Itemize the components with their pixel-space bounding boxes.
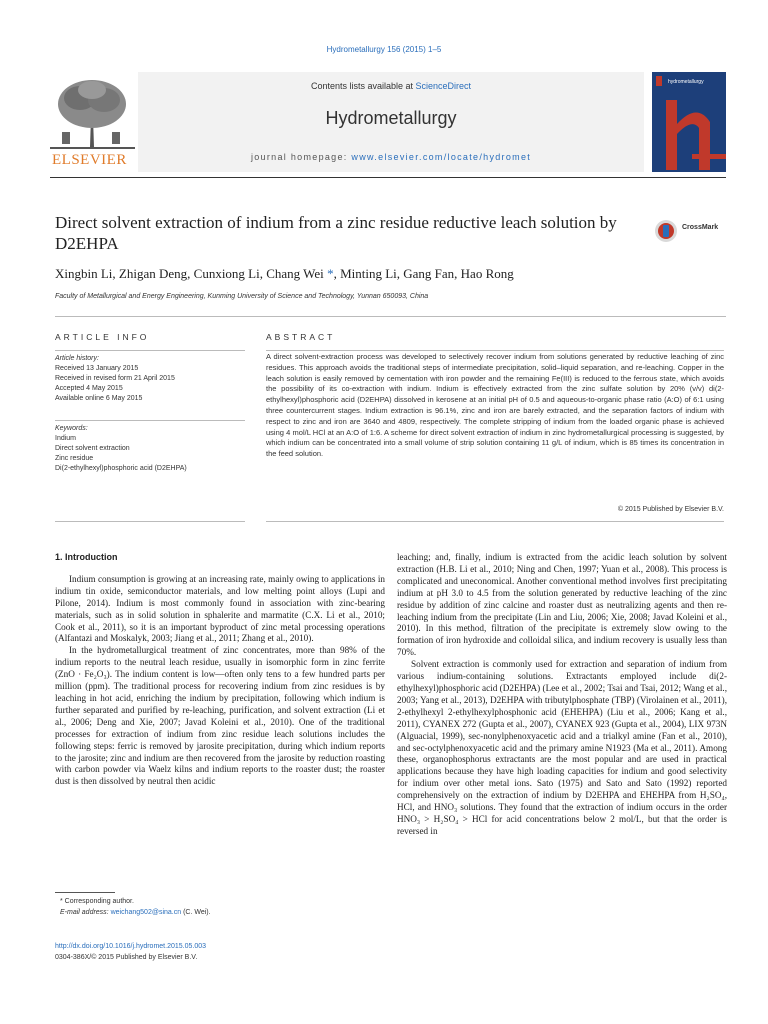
- history-item: Received 13 January 2015: [55, 365, 139, 372]
- info-divider-bottom: [55, 521, 245, 522]
- article-info-divider: [55, 350, 245, 351]
- issn-line: 0304-386X/© 2015 Published by Elsevier B.V.: [55, 954, 198, 961]
- doi-block: [55, 941, 206, 963]
- keyword-item: Zinc residue: [55, 455, 94, 462]
- keyword-item: Direct solvent extraction: [55, 445, 130, 452]
- email-suffix: (C. Wei).: [181, 909, 211, 916]
- body-paragraph: Indium consumption is growing at an increasing rate, mainly owing to applications in indium tin oxide, semiconductor materials, and low melting point alloys (Lupi and Pilone, 2014). Indium is most commonly found in association with zinc-bearing materials, such as in solid solution in sphalerite and marmatite (C.X. Li et al., 2010; Cook et al., 2011), so it is an important byproduct of zinc metal processing operations (Alfantazi and Moskalyk, 2003; Jiang et al., 2011; Zhang et al., 2010).: [55, 573, 385, 644]
- authors-part-2: , Minting Li, Gang Fan, Hao Rong: [333, 266, 514, 281]
- article-info-label: ARTICLE INFO: [55, 332, 150, 342]
- elsevier-wordmark: ELSEVIER: [52, 152, 127, 168]
- affiliation: Faculty of Metallurgical and Energy Engineering, Kunming University of Science and Technology, Yunnan 650093, China: [55, 293, 429, 300]
- journal-header: [50, 72, 726, 172]
- contents-prefix: Contents lists available at: [310, 81, 416, 91]
- section-heading-introduction: 1. Introduction: [55, 552, 118, 562]
- body-column-right: [397, 552, 727, 838]
- email-link[interactable]: weichang502@sina.cn: [110, 909, 182, 916]
- footnote-corresponding: * Corresponding author.: [60, 898, 134, 905]
- elsevier-logo[interactable]: [50, 72, 135, 172]
- abstract-label: ABSTRACT: [266, 332, 336, 342]
- history-item: Available online 6 May 2015: [55, 395, 143, 402]
- email-label: E-mail address:: [60, 909, 111, 916]
- article-title: Direct solvent extraction of indium from a zinc residue reductive leach solution by D2EHPA: [55, 213, 617, 253]
- abstract-divider-bottom: [266, 521, 724, 522]
- journal-title: Hydrometallurgy: [325, 108, 457, 128]
- cover-h-logo-icon: [652, 72, 726, 172]
- journal-reference[interactable]: Hydrometallurgy 156 (2015) 1–5: [326, 45, 442, 54]
- homepage-prefix: journal homepage:: [250, 152, 352, 162]
- body-paragraph: Solvent extraction is commonly used for extraction and separation of indium from various indium-containing solutions. Extractants employed include di(2-ethylhexyl)phosphoric acid (D2EHPA) (Lee et al., 2002; Tsai and Tsai, 2012; Wang et al., 2003; Yang et al., 2013), D2EHPA with tributylphosphate (TBP) (Virolainen et al., 2011), 2-ethylhexyl 2-ethylhexylphosphonic acid (EHEHPA) (Liu et al., 2006; Kang et al., 2011), CYANEX 272 (Gupta et al., 2007), CYANEX 923 (Gupta et al., 2004), LIX 973N (Alguacial, 1999), sec-nonylphenoxyacetic acid and a trialkyl amine (Fan et al., 2010), and sec-octylphenoxyacetic acid and the primary amine N1923 (Ma et al., 2011). Among these, organophosphorus extractants are the most popular and are used in practical applications because they have high loading capacities for indium and good selectivity for indium over other metal ions. Sato (1975) and Sato and Sato (1992) reported comprehensively on the extraction of indium by D2EHPA and EHEHPA from H₂SO₄, HCl, and HNO₃ solutions. They found that the extraction of indium occurs in the order HNO₃ > H₂SO₄ > HCl for acid concentrations below 2 mol/L, but that the order is reversed in: [397, 659, 727, 836]
- corresponding-author-footnote: [60, 896, 211, 918]
- body-column-left: [55, 552, 385, 788]
- keywords: [55, 424, 245, 474]
- sciencedirect-link[interactable]: ScienceDirect: [415, 81, 472, 91]
- abstract-divider-top: [266, 350, 724, 351]
- history-header: Article history:: [55, 355, 99, 362]
- footnote-divider: [55, 892, 115, 893]
- affiliation-divider: [55, 316, 726, 317]
- body-paragraph: In the hydrometallurgical treatment of zinc concentrates, more than 98% of the indium reports to the neutral leach residue, usually in isomorphic form in zinc ferrite (ZnO · Fe₂O₃). The indium content is low—often only tens to a few hundred parts per million (ppm). The traditional process for recovering indium from zinc residues is by leaching in hot acid, enriching the indium by precipitation, following which indium is further separated and purified by re-leaching, purification, and solvent extraction (Li et al., 2006; Deng and Xie, 2007; Javad Koleini et al., 2010). One of the traditional processes for extraction of indium from zinc residue leach solutions includes the following steps: ferric is removed by jarosite precipitation, during which indium reports to the jarosite; zinc and indium are then recovered from the jarosite by reduction roasting with carbon powder via Waelz kilns and indium reports to the roaster dust; the roaster dust is then dissolved by neutral then acidic: [55, 645, 385, 787]
- crossmark-button[interactable]: [654, 219, 726, 241]
- crossmark-icon: [654, 219, 678, 243]
- corresponding-author-star[interactable]: *: [327, 266, 334, 281]
- body-paragraph: leaching; and, finally, indium is extracted from the acidic leach solution by solvent extraction (H.B. Li et al., 2010; Ning and Chen, 1997; Yuan et al., 2008). This process is complicated and uneconomical. Another conventional method involves first precipitating indium at pH 3.0 to 4.5 from the solution generated by reductive leaching of the zinc residue by addition of zinc calcine and roaster dust as neutralizing agents and then re-leaching indium from the precipitate (Lin and Liu, 2006; Xie, 2008; Javad Koleini et al., 2010). In this method, filtration of the precipitate is extremely slow owing to the formation of iron hydroxide and colloidal silica, and indium recovery is usually less than 70%.: [397, 552, 727, 658]
- journal-masthead: [138, 72, 644, 172]
- homepage-link[interactable]: www.elsevier.com/locate/hydromet: [351, 152, 532, 162]
- journal-cover-thumbnail[interactable]: [652, 72, 726, 172]
- author-list: [55, 266, 514, 282]
- keywords-header: Keywords:: [55, 425, 88, 432]
- history-divider: [55, 420, 245, 421]
- doi-link[interactable]: http://dx.doi.org/10.1016/j.hydromet.2015.05.003: [55, 943, 206, 950]
- authors-part-1: Xingbin Li, Zhigan Deng, Cunxiong Li, Chang Wei: [55, 266, 328, 281]
- keyword-item: Indium: [55, 435, 77, 442]
- cover-title: hydrometallurgy: [668, 79, 704, 85]
- history-item: Received in revised form 21 April 2015: [55, 375, 175, 382]
- journal-homepage: [138, 152, 644, 162]
- abstract-copyright: © 2015 Published by Elsevier B.V.: [617, 506, 724, 513]
- elsevier-tree-icon: [50, 72, 135, 152]
- abstract-text: A direct solvent-extraction process was developed to selectively recover indium from solutions generated by reductive leaching of zinc residues. This approach avoids the traditional steps of intermediate precipitation, solid–liquid separation, and re-leaching. Copper in the leach solution is easily removed by cementation with iron powder and the remaining Fe(III) is reduced to the ferrous state, which avoids the possibility of its co-extraction with indium. Indium is effectively extracted from the zinc sulfate solution by 20% (v/v) di(2-ethylhexyl)phosphoric acid (D2EHPA) dissolved in kerosene at an initial pH of 0.5 and aqueous-to-organic phase ratio (A:O) of 6:1 using three countercurrent stages. Indium extraction is 96.1%, zinc and iron are barely extracted, and the separation factors of indium with respect to zinc and iron are 3640 and 4809, respectively. The complete stripping of indium from the loaded organic phase is achieved using 4 mol/L HCl at an A:O of 1:6. A scheme for direct solvent extraction of indium in zinc hydrometallurgical processing is suggested, by which indium can be concentrated into a small volume of strip solution containing 11 g/L of indium, which is 85 times its concentration in the feed solution.: [266, 352, 724, 459]
- keyword-item: Di(2-ethylhexyl)phosphoric acid (D2EHPA): [55, 465, 187, 472]
- header-divider: [50, 177, 726, 178]
- article-history: [55, 354, 245, 404]
- contents-line: [138, 81, 644, 91]
- history-item: Accepted 4 May 2015: [55, 385, 123, 392]
- crossmark-label: CrossMark: [682, 224, 719, 231]
